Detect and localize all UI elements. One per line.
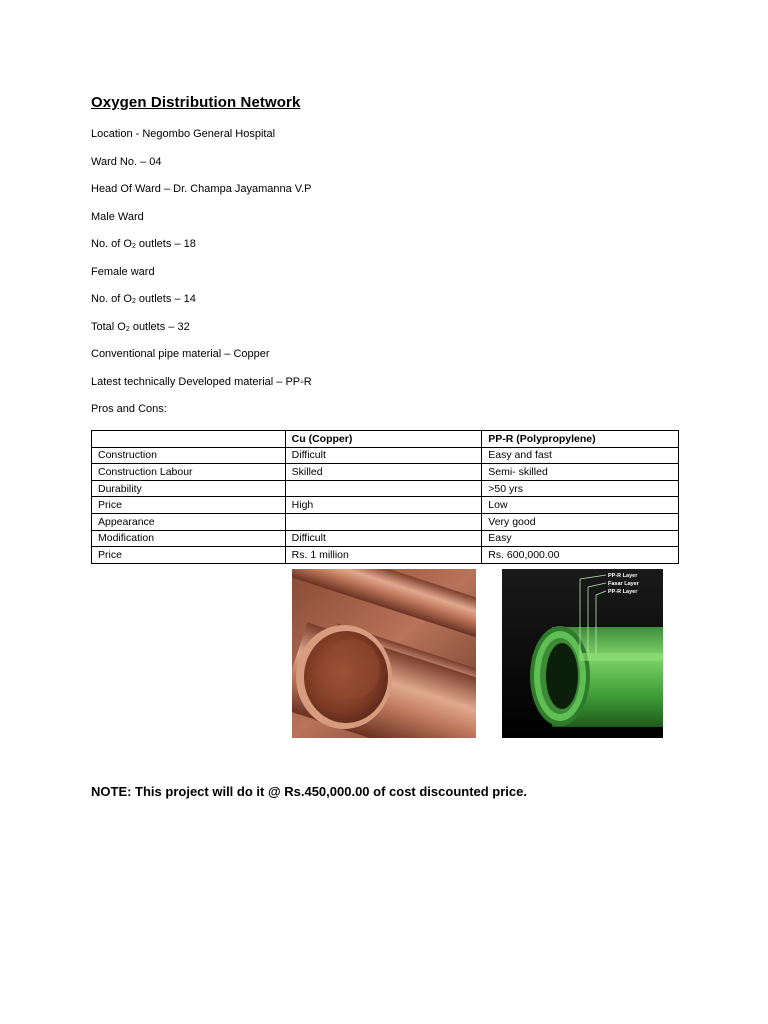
ppr-pipe-photo [502, 569, 663, 738]
header-cell-copper: Cu (Copper) [285, 431, 482, 448]
ppr-cell: Semi- skilled [482, 464, 679, 481]
pipe-layer-label: PP-R Layer [608, 573, 638, 579]
male-outlets-line [91, 238, 196, 250]
o2-subscript: 2 [131, 298, 136, 305]
copper-cell: Difficult [285, 530, 482, 547]
ward-number-line: Ward No. – 04 [91, 156, 162, 168]
table-row [92, 530, 679, 547]
total-outlets-line [91, 321, 190, 333]
latest-material-line: Latest technically Developed material – PP-R [91, 376, 312, 388]
pipe-layer-label: Fasar Layer [608, 581, 639, 587]
copper-pipes-photo [292, 569, 476, 738]
copper-cell: Rs. 1 million [285, 547, 482, 564]
table-row [92, 480, 679, 497]
female-outlets-count: outlets – 14 [135, 293, 196, 305]
copper-cell [285, 513, 482, 530]
pros-cons-heading: Pros and Cons: [91, 403, 167, 415]
conventional-material-line: Conventional pipe material – Copper [91, 348, 270, 360]
table-row [92, 464, 679, 481]
total-outlets-prefix: Total O [91, 321, 126, 333]
head-of-ward-line: Head Of Ward – Dr. Champa Jayamanna V.P [91, 183, 312, 195]
ppr-cell: Low [482, 497, 679, 514]
row-label: Appearance [92, 513, 286, 530]
table-row [92, 497, 679, 514]
copper-cell: Skilled [285, 464, 482, 481]
copper-cell: Difficult [285, 447, 482, 464]
ppr-cell: Easy and fast [482, 447, 679, 464]
row-label: Construction [92, 447, 286, 464]
copper-cell: High [285, 497, 482, 514]
pipe-layer-label: PP-R Layer [608, 589, 638, 595]
male-outlets-prefix: No. of O [91, 238, 132, 250]
female-ward-line: Female ward [91, 266, 155, 278]
row-label: Modification [92, 530, 286, 547]
female-outlets-prefix: No. of O [91, 293, 132, 305]
ppr-cell: >50 yrs [482, 480, 679, 497]
male-ward-line: Male Ward [91, 211, 144, 223]
header-cell-blank [92, 431, 286, 448]
male-outlets-count: outlets – 18 [135, 238, 196, 250]
comparison-table [91, 430, 679, 564]
row-label: Construction Labour [92, 464, 286, 481]
location-line: Location - Negombo General Hospital [91, 128, 276, 140]
row-label: Durability [92, 480, 286, 497]
female-outlets-line [91, 293, 196, 305]
ppr-cell: Rs. 600,000.00 [482, 547, 679, 564]
document-title: Oxygen Distribution Network [91, 94, 301, 111]
ppr-cell: Easy [482, 530, 679, 547]
table-row [92, 547, 679, 564]
table-row [92, 513, 679, 530]
row-label: Price [92, 547, 286, 564]
total-outlets-count: outlets – 32 [129, 321, 190, 333]
table-header-row [92, 431, 679, 448]
row-label: Price [92, 497, 286, 514]
header-cell-ppr: PP-R (Polypropylene) [482, 431, 679, 448]
note-text: NOTE: This project will do it @ Rs.450,000.00 of cost discounted price. [91, 784, 527, 799]
o2-subscript: 2 [131, 243, 136, 250]
copper-cell [285, 480, 482, 497]
ppr-cell: Very good [482, 513, 679, 530]
o2-subscript: 2 [125, 326, 130, 333]
table-row [92, 447, 679, 464]
